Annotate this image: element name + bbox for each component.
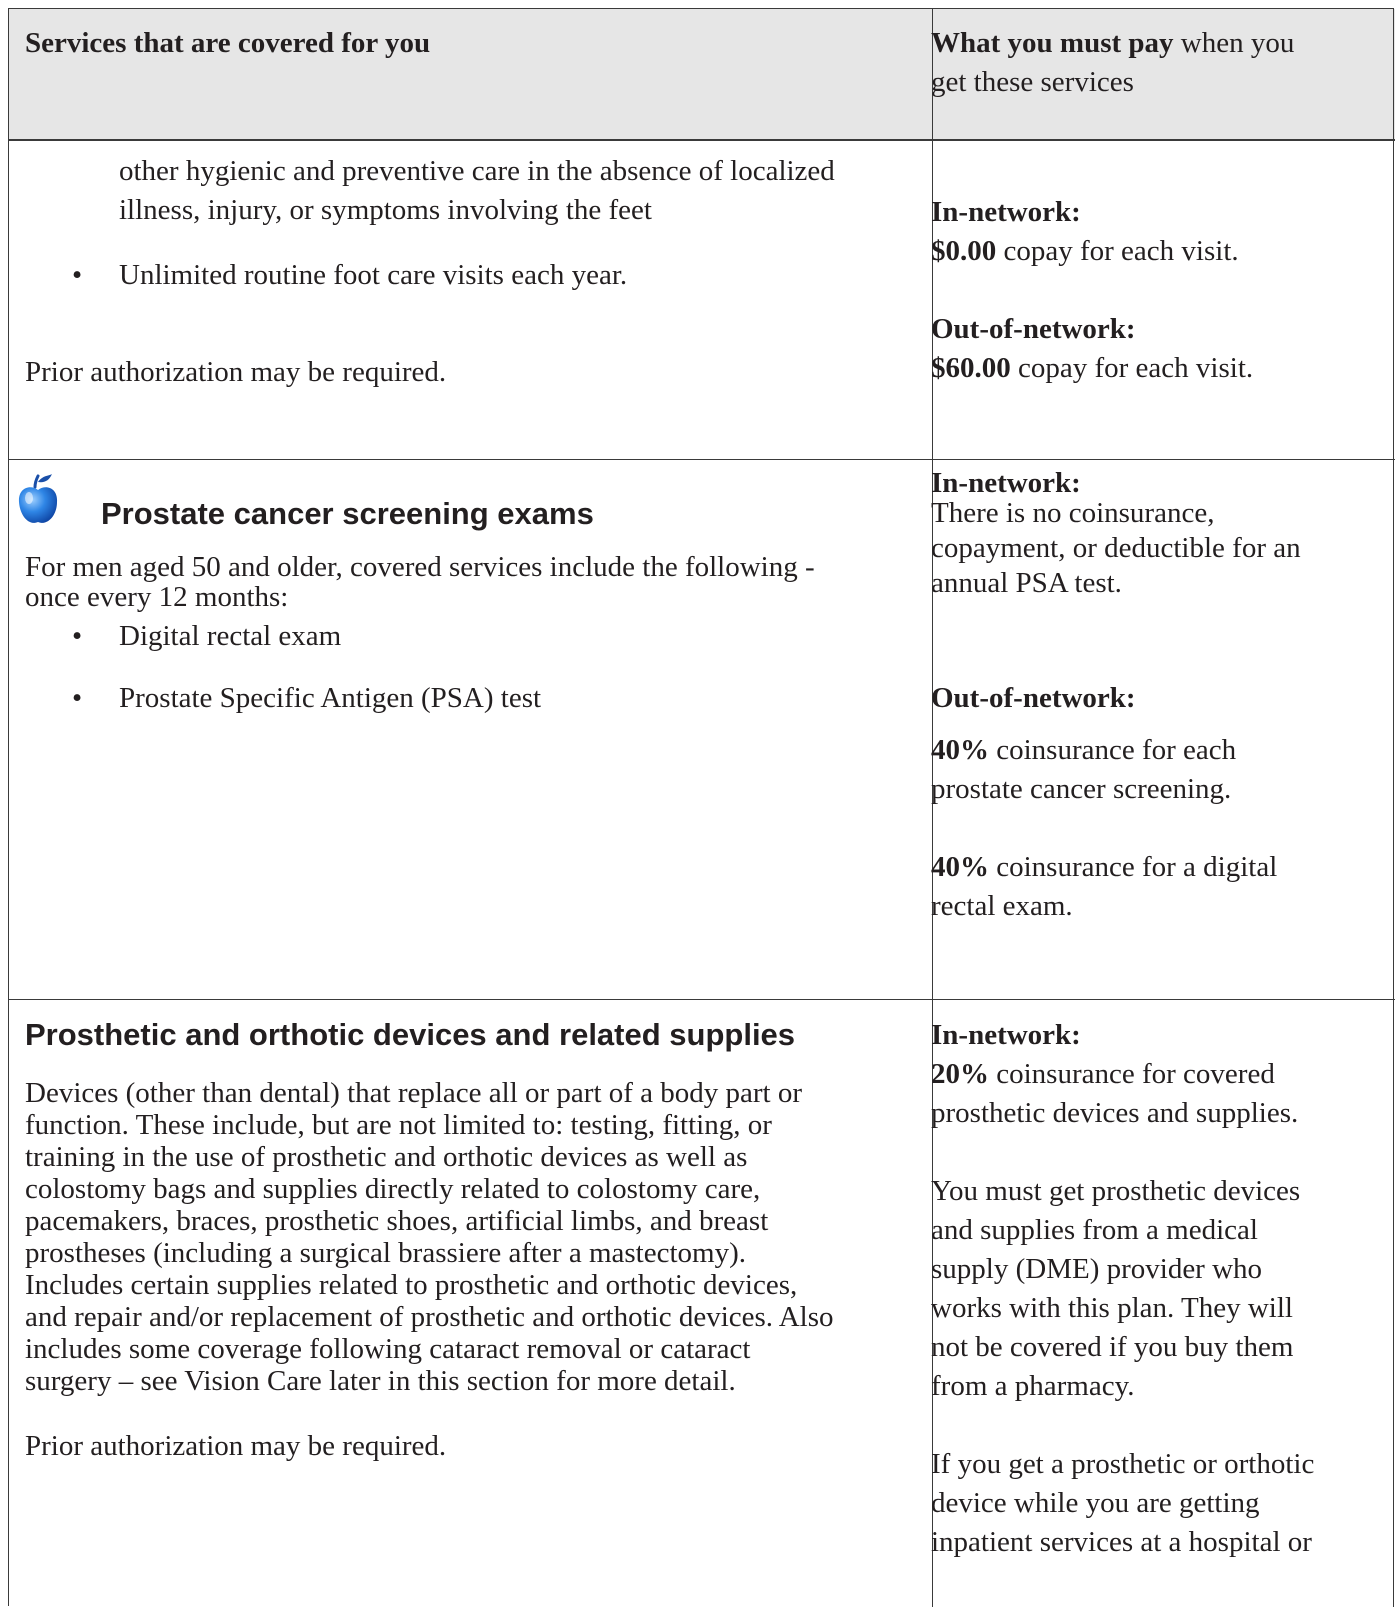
coinsurance-text: coinsurance for each [989, 734, 1237, 766]
prosthetic-body-line: pacemakers, braces, prosthetic shoes, artificial limbs, and breast [25, 1205, 769, 1237]
bullet-marker: • [72, 682, 83, 714]
in-network-cost [931, 232, 1239, 271]
dme-note-line: You must get prosthetic devices [931, 1175, 1301, 1207]
coinsurance-text: coinsurance for covered [989, 1058, 1275, 1090]
psa-coinsurance-line1 [931, 731, 1236, 770]
coinsurance-amount: 20% [931, 1058, 989, 1090]
prosthetic-coinsurance-line2: prosthetic devices and supplies. [931, 1097, 1299, 1129]
inpatient-note-line: If you get a prosthetic or orthotic [931, 1448, 1315, 1480]
prostate-intro-line1: For men aged 50 and older, covered services include the following - [25, 551, 815, 583]
coinsurance-amount: 40% [931, 734, 989, 766]
header-pay-label-bold: What you must pay [931, 27, 1174, 59]
in-network-amount: $0.00 [931, 235, 997, 267]
bullet-marker: • [72, 259, 83, 291]
inpatient-note-line: device while you are getting [931, 1487, 1260, 1519]
prosthetic-devices-title: Prosthetic and orthotic devices and related supplies [25, 1017, 796, 1052]
in-network-label: In-network: [931, 196, 1081, 228]
inpatient-note-line: inpatient services at a hospital or [931, 1526, 1312, 1558]
coinsurance-text: coinsurance for a digital [989, 851, 1278, 883]
foot-care-bullet: Unlimited routine foot care visits each year. [119, 259, 628, 291]
in-network-text-line: copayment, or deductible for an [931, 532, 1301, 564]
header-pay-label-line2: get these services [931, 66, 1134, 98]
prosthetic-body-line: and repair and/or replacement of prosthetic and orthotic devices. Also [25, 1301, 834, 1333]
prosthetic-body-line: function. These include, but are not limited to: testing, fitting, or [25, 1109, 772, 1141]
bullet-marker: • [72, 620, 83, 652]
out-of-network-cost [931, 349, 1253, 388]
prostate-screening-title: Prostate cancer screening exams [101, 496, 594, 531]
in-network-text: copay for each visit. [996, 235, 1239, 267]
prostate-bullet: Digital rectal exam [119, 620, 342, 652]
header-pay-label [931, 24, 1294, 63]
foot-care-text-line2: illness, injury, or symptoms involving the feet [119, 194, 652, 226]
apple-icon [16, 470, 60, 528]
dme-note-line: from a pharmacy. [931, 1370, 1135, 1402]
prostate-bullet: Prostate Specific Antigen (PSA) test [119, 682, 542, 714]
prosthetic-coinsurance-line1 [931, 1055, 1275, 1094]
header-services-label: Services that are covered for you [25, 27, 431, 59]
prosthetic-body-line: prostheses (including a surgical brassiere after a mastectomy). [25, 1237, 746, 1269]
row-divider [9, 459, 1395, 460]
row-divider [9, 999, 1395, 1000]
header-divider [9, 139, 1395, 141]
dre-coinsurance-line1 [931, 848, 1277, 887]
dme-note-line: works with this plan. They will [931, 1292, 1293, 1324]
prosthetic-body-line: Includes certain supplies related to prosthetic and orthotic devices, [25, 1269, 798, 1301]
out-of-network-label: Out-of-network: [931, 313, 1136, 345]
dme-note-line: supply (DME) provider who [931, 1253, 1263, 1285]
prior-authorization-note: Prior authorization may be required. [25, 356, 447, 388]
prosthetic-body-line: surgery – see Vision Care later in this section for more detail. [25, 1365, 736, 1397]
out-of-network-text: copay for each visit. [1010, 352, 1254, 384]
dme-note-line: not be covered if you buy them [931, 1331, 1294, 1363]
prostate-intro-line2: once every 12 months: [25, 581, 289, 613]
out-of-network-amount: $60.00 [931, 352, 1011, 384]
dme-note-line: and supplies from a medical [931, 1214, 1258, 1246]
header-pay-label-rest: when you [1173, 27, 1295, 59]
in-network-text-line: annual PSA test. [931, 567, 1122, 599]
prior-authorization-note: Prior authorization may be required. [25, 1430, 447, 1462]
coinsurance-amount: 40% [931, 851, 989, 883]
out-of-network-label: Out-of-network: [931, 682, 1136, 714]
in-network-label: In-network: [931, 467, 1081, 499]
prosthetic-body-line: includes some coverage following cataract removal or cataract [25, 1333, 751, 1365]
dre-coinsurance-line2: rectal exam. [931, 890, 1073, 922]
in-network-label: In-network: [931, 1019, 1081, 1051]
table-right-border [1393, 9, 1394, 1607]
psa-coinsurance-line2: prostate cancer screening. [931, 773, 1232, 805]
foot-care-text-line1: other hygienic and preventive care in the absence of localized [119, 155, 835, 187]
in-network-text-line: There is no coinsurance, [931, 497, 1215, 529]
prosthetic-body-line: colostomy bags and supplies directly related to colostomy care, [25, 1173, 761, 1205]
prosthetic-body-line: training in the use of prosthetic and orthotic devices as well as [25, 1141, 748, 1173]
prosthetic-body-line: Devices (other than dental) that replace all or part of a body part or [25, 1077, 803, 1109]
